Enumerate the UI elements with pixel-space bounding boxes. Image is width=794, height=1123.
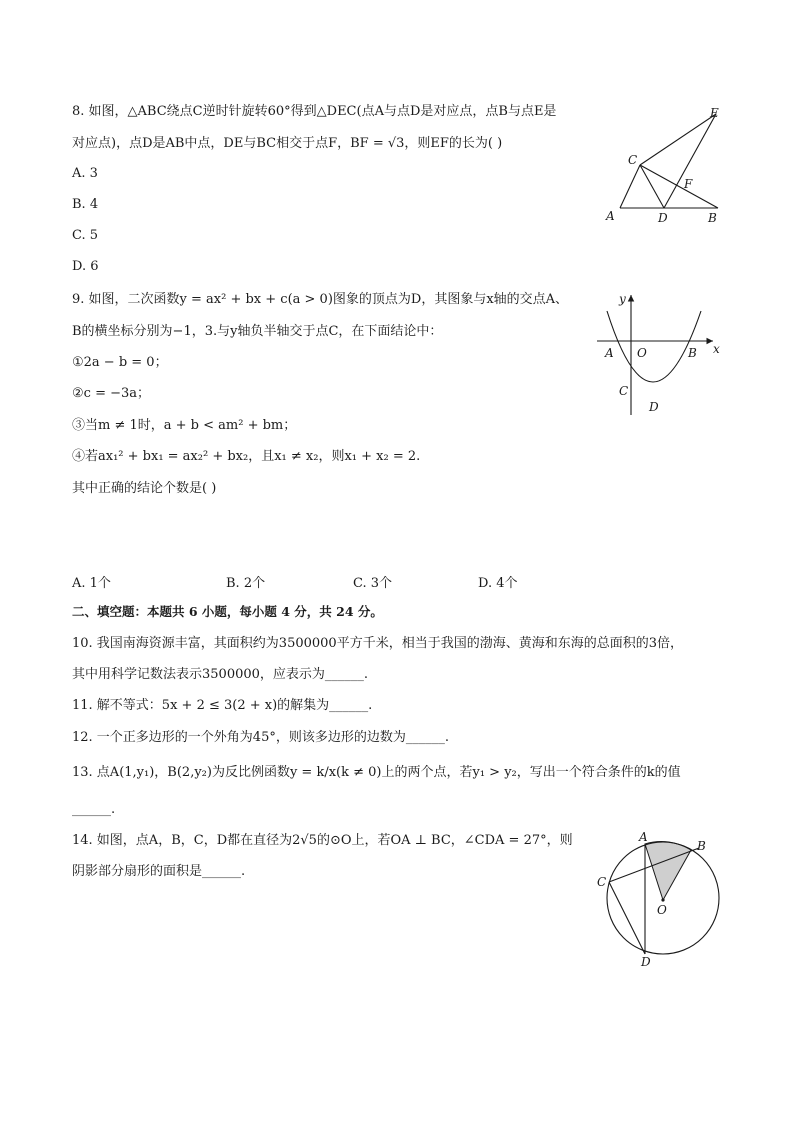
label-c: C xyxy=(628,153,638,167)
q9-line-2: B的横坐标分别为−1，3.与y轴负半轴交于点C，在下面结论中： xyxy=(72,324,443,339)
label-a: A xyxy=(639,830,648,844)
q9-option-d: D. 4个 xyxy=(478,576,518,591)
q9-line-1: 9. 如图，二次函数y = ax² + bx + c(a > 0)图象的顶点为D，其图象与x轴的交点A、 xyxy=(72,292,569,307)
q9-statement-1: ①2a − b = 0； xyxy=(72,355,168,370)
q13-line-1: 13. 点A(1,y₁)，B(2,y₂)为反比例函数y = k/x(k ≠ 0)上的两个点，若y₁ > y₂，写出一个符合条件的k的值 xyxy=(72,765,681,780)
q8-option-d: D. 6 xyxy=(72,259,99,274)
q9-statement-2: ②c = −3a； xyxy=(72,386,151,401)
q10-line-1: 10. 我国南海资源丰富，其面积约为3500000平方千米，相当于我国的渤海、黄海和东海的总面积的3倍， xyxy=(72,636,683,651)
q8-option-a: A. 3 xyxy=(72,166,98,181)
label-b: B xyxy=(688,346,697,360)
label-d: D xyxy=(658,211,668,225)
q11-line-1: 11. 解不等式：5x + 2 ≤ 3(2 + x)的解集为______. xyxy=(72,698,373,713)
q10-line-2: 其中用科学记数法表示3500000，应表示为______. xyxy=(72,667,369,682)
q8-line-2: 对应点)，点D是AB中点，DE与BC相交于点F，BF = √3，则EF的长为( ) xyxy=(72,136,503,151)
label-e: E xyxy=(710,106,719,120)
q14-line-2: 阴影部分扇形的面积是______. xyxy=(72,864,246,879)
parabola-curve xyxy=(607,311,701,382)
label-d: D xyxy=(649,400,659,414)
q9-statement-4: ④若ax₁² + bx₁ = ax₂² + bx₂，且x₁ ≠ x₂，则x₁ + x₂ = 2. xyxy=(72,449,421,464)
label-o: O xyxy=(637,346,647,360)
section-2-heading: 二、填空题：本题共 6 小题，每小题 4 分，共 24 分。 xyxy=(72,604,383,619)
label-c: C xyxy=(619,384,629,398)
label-b: B xyxy=(708,211,717,225)
q9-parabola-figure xyxy=(595,285,725,420)
label-x: x xyxy=(713,342,720,356)
label-c: C xyxy=(597,875,607,889)
label-o: O xyxy=(657,903,667,917)
label-y: y xyxy=(619,292,626,306)
segment-ce xyxy=(640,114,716,165)
center-point xyxy=(661,898,664,901)
label-f: F xyxy=(684,177,693,191)
q9-prompt: 其中正确的结论个数是( ) xyxy=(72,481,217,496)
q9-option-b: B. 2个 xyxy=(226,576,266,591)
chord-cd xyxy=(609,882,645,954)
shaded-sector xyxy=(645,842,691,900)
q8-option-b: B. 4 xyxy=(72,197,99,212)
q14-circle-figure xyxy=(595,830,725,970)
segment-de xyxy=(664,114,716,208)
q9-statement-3: ③当m ≠ 1时，a + b < am² + bm； xyxy=(72,418,297,433)
q13-line-2: ______. xyxy=(72,802,116,817)
q8-line-1: 8. 如图，△ABC绕点C逆时针旋转60°得到△DEC(点A与点D是对应点，点B与点E是 xyxy=(72,104,557,119)
label-d: D xyxy=(641,955,651,969)
q8-triangle-figure xyxy=(600,100,730,230)
q12-line-1: 12. 一个正多边形的一个外角为45°，则该多边形的边数为______. xyxy=(72,730,449,745)
q9-option-c: C. 3个 xyxy=(353,576,393,591)
q14-line-1: 14. 如图，点A，B，C，D都在直径为2√5的⊙O上，若OA ⊥ BC，∠CDA = 27°，则 xyxy=(72,833,573,848)
segment-ac xyxy=(620,165,640,208)
label-b: B xyxy=(697,839,706,853)
label-a: A xyxy=(605,346,614,360)
q9-option-a: A. 1个 xyxy=(72,576,111,591)
label-a: A xyxy=(606,209,615,223)
q8-option-c: C. 5 xyxy=(72,228,99,243)
